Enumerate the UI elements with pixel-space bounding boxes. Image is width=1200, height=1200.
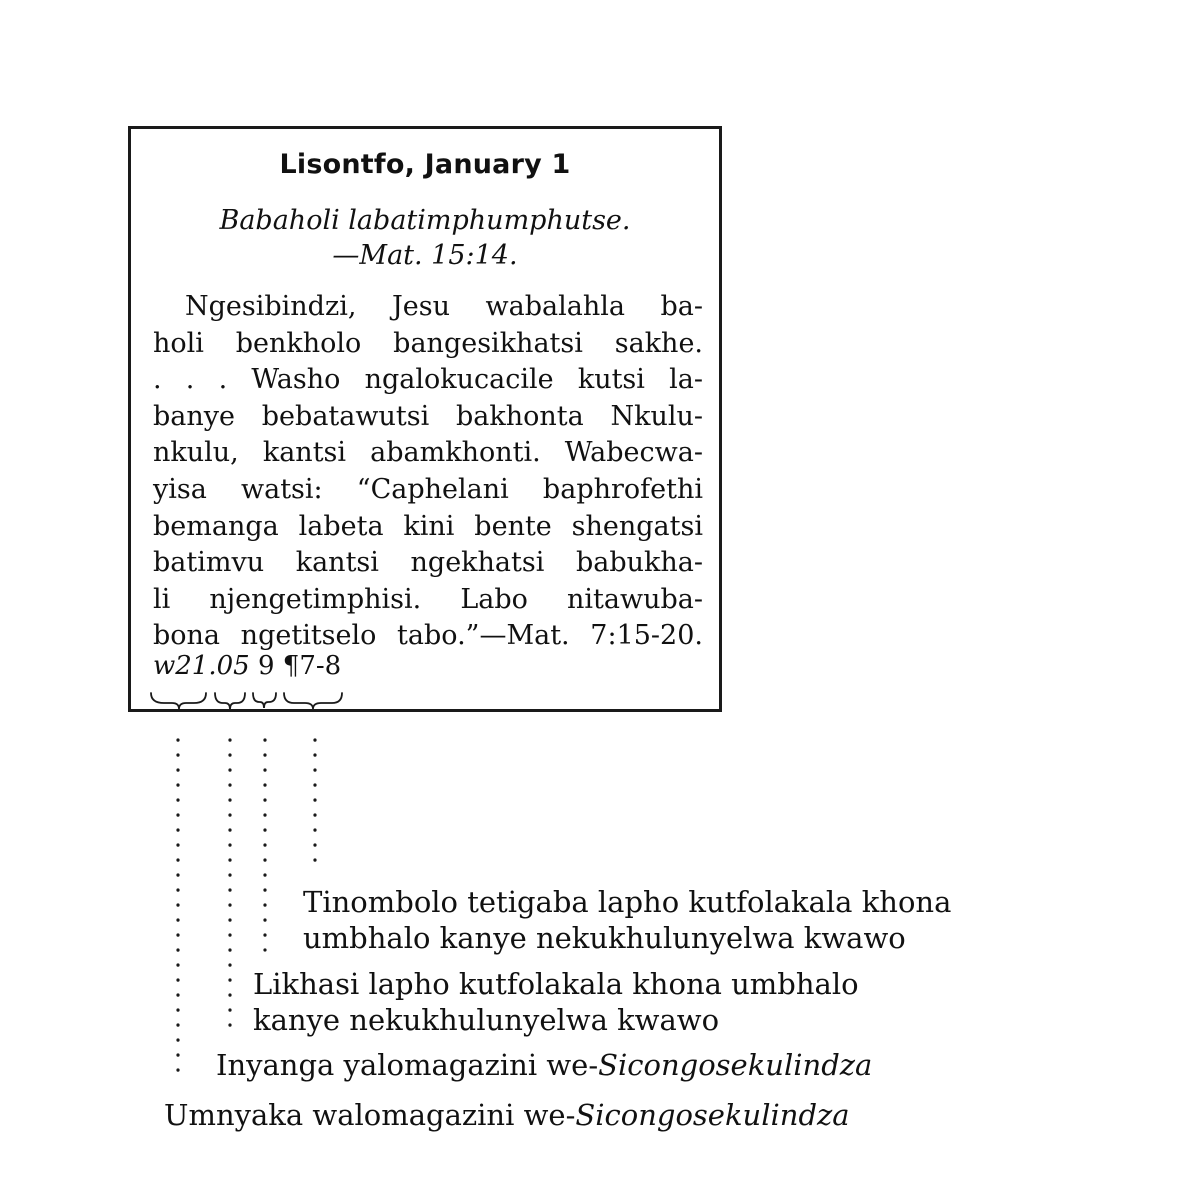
reference-month: .05 [208,651,250,681]
year-label [164,1097,850,1133]
year-label-text: Umnyaka walomagazini we- [164,1098,576,1132]
paragraphs-brace [284,693,342,709]
comment-line: holi benkholo bangesikhatsi sakhe. [153,327,703,359]
paragraphs-label-line2: umbhalo kanye nekukhulunyelwa kwawo [303,921,906,955]
page-label-line2: kanye nekukhulunyelwa kwawo [253,1003,720,1037]
year-brace [151,693,206,709]
comment-line: Ngesibindzi, Jesu wabalahla ba- [185,291,703,322]
reference-year: w21 [153,651,209,681]
comment-line: bona ngetitselo tabo.”—Mat. 7:15-20. [153,620,703,652]
month-label [216,1047,872,1083]
comment-line: yisa watsi: “Caphelani baphrofethi [153,473,703,505]
reference-page: 9 [257,651,275,681]
month-brace [215,693,245,709]
theme-scripture-citation: —Mat. 15:14. [332,240,518,271]
page-label-line1: Likhasi lapho kutfolakala khona umbhalo [253,967,859,1001]
comment-line: banye bebatawutsi bakhonta Nkulu- [153,400,703,432]
month-label-text: Inyanga yalomagazini we- [216,1048,599,1082]
comment-line: batimvu kantsi ngekhatsi babukha- [153,547,703,579]
paragraphs-label [303,884,951,956]
date-heading: Lisontfo, January 1 [279,149,571,180]
theme-scripture-text: Babaholi labatimphumphutse. [219,205,631,236]
page-label [253,966,859,1038]
comment-line: li njengetimphisi. Labo nitawuba- [153,583,703,615]
comment-line: bemanga labeta kini bente shengatsi [153,510,703,542]
comment-line: . . . Washo ngalokucacile kutsi la- [153,364,703,396]
reference-paragraphs: ¶7-8 [282,651,342,681]
month-label-magazine: Sicongosekulindza [598,1048,873,1082]
paragraphs-label-line1: Tinombolo tetigaba lapho kutfolakala khona [303,885,952,919]
page-brace [253,693,276,708]
year-label-magazine: Sicongosekulindza [575,1098,850,1132]
comment-line: nkulu, kantsi abamkhonti. Wabecwa- [153,437,703,469]
